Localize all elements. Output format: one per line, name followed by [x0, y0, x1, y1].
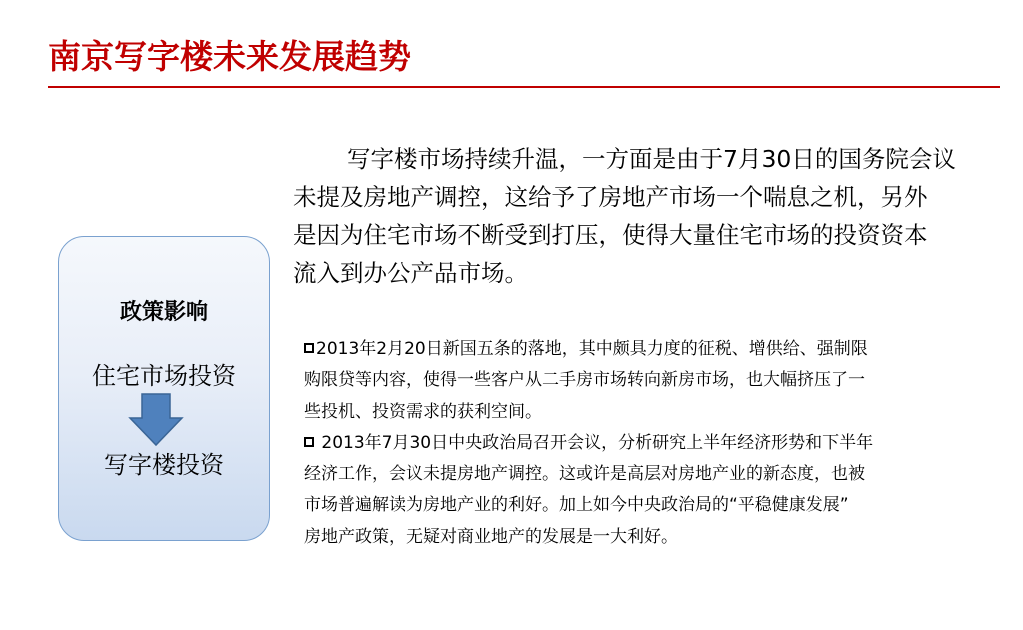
policy-details — [304, 334, 964, 553]
list-item — [304, 428, 964, 553]
page-title: 南京写字楼未来发展趋势 — [48, 37, 411, 76]
detail-line: 购限贷等内容，使得一些客户从二手房市场转向新房市场，也大幅挤压了一 — [304, 370, 865, 391]
detail-line: 市场普遍解读为房地产业的利好。加上如今中央政治局的“平稳健康发展” — [304, 495, 849, 516]
detail-line: 经济工作，会议未提房地产调控。这或许是高层对房地产业的新态度，也被 — [304, 464, 865, 485]
square-bullet-icon — [304, 437, 314, 447]
detail-line — [304, 428, 964, 459]
intro-paragraph — [293, 140, 998, 292]
detail-text: 2013年2月20日新国五条的落地，其中颇具力度的征税、增供给、强制限 — [316, 339, 868, 359]
intro-line: 写字楼市场持续升温，一方面是由于7月30日的国务院会议 — [347, 145, 956, 173]
policy-target-label: 写字楼投资 — [104, 451, 224, 479]
detail-text: 2013年7月30日中央政治局召开会议，分析研究上半年经济形势和下半年 — [316, 432, 874, 453]
policy-impact-box — [58, 236, 270, 541]
detail-line: 些投机、投资需求的获利空间。 — [304, 401, 542, 422]
detail-line: 房地产政策，无疑对商业地产的发展是一大利好。 — [304, 526, 678, 547]
intro-line: 未提及房地产调控，这给予了房地产市场一个喘息之机，另外 — [293, 183, 928, 211]
title-divider — [48, 86, 1000, 88]
down-arrow-icon — [128, 392, 184, 448]
list-item — [304, 334, 964, 428]
policy-source-label: 住宅市场投资 — [92, 362, 236, 390]
policy-heading: 政策影响 — [119, 300, 208, 325]
square-bullet-icon — [304, 343, 314, 353]
detail-line — [304, 334, 964, 365]
intro-line: 流入到办公产品市场。 — [293, 259, 528, 287]
intro-line: 是因为住宅市场不断受到打压，使得大量住宅市场的投资资本 — [293, 221, 928, 249]
